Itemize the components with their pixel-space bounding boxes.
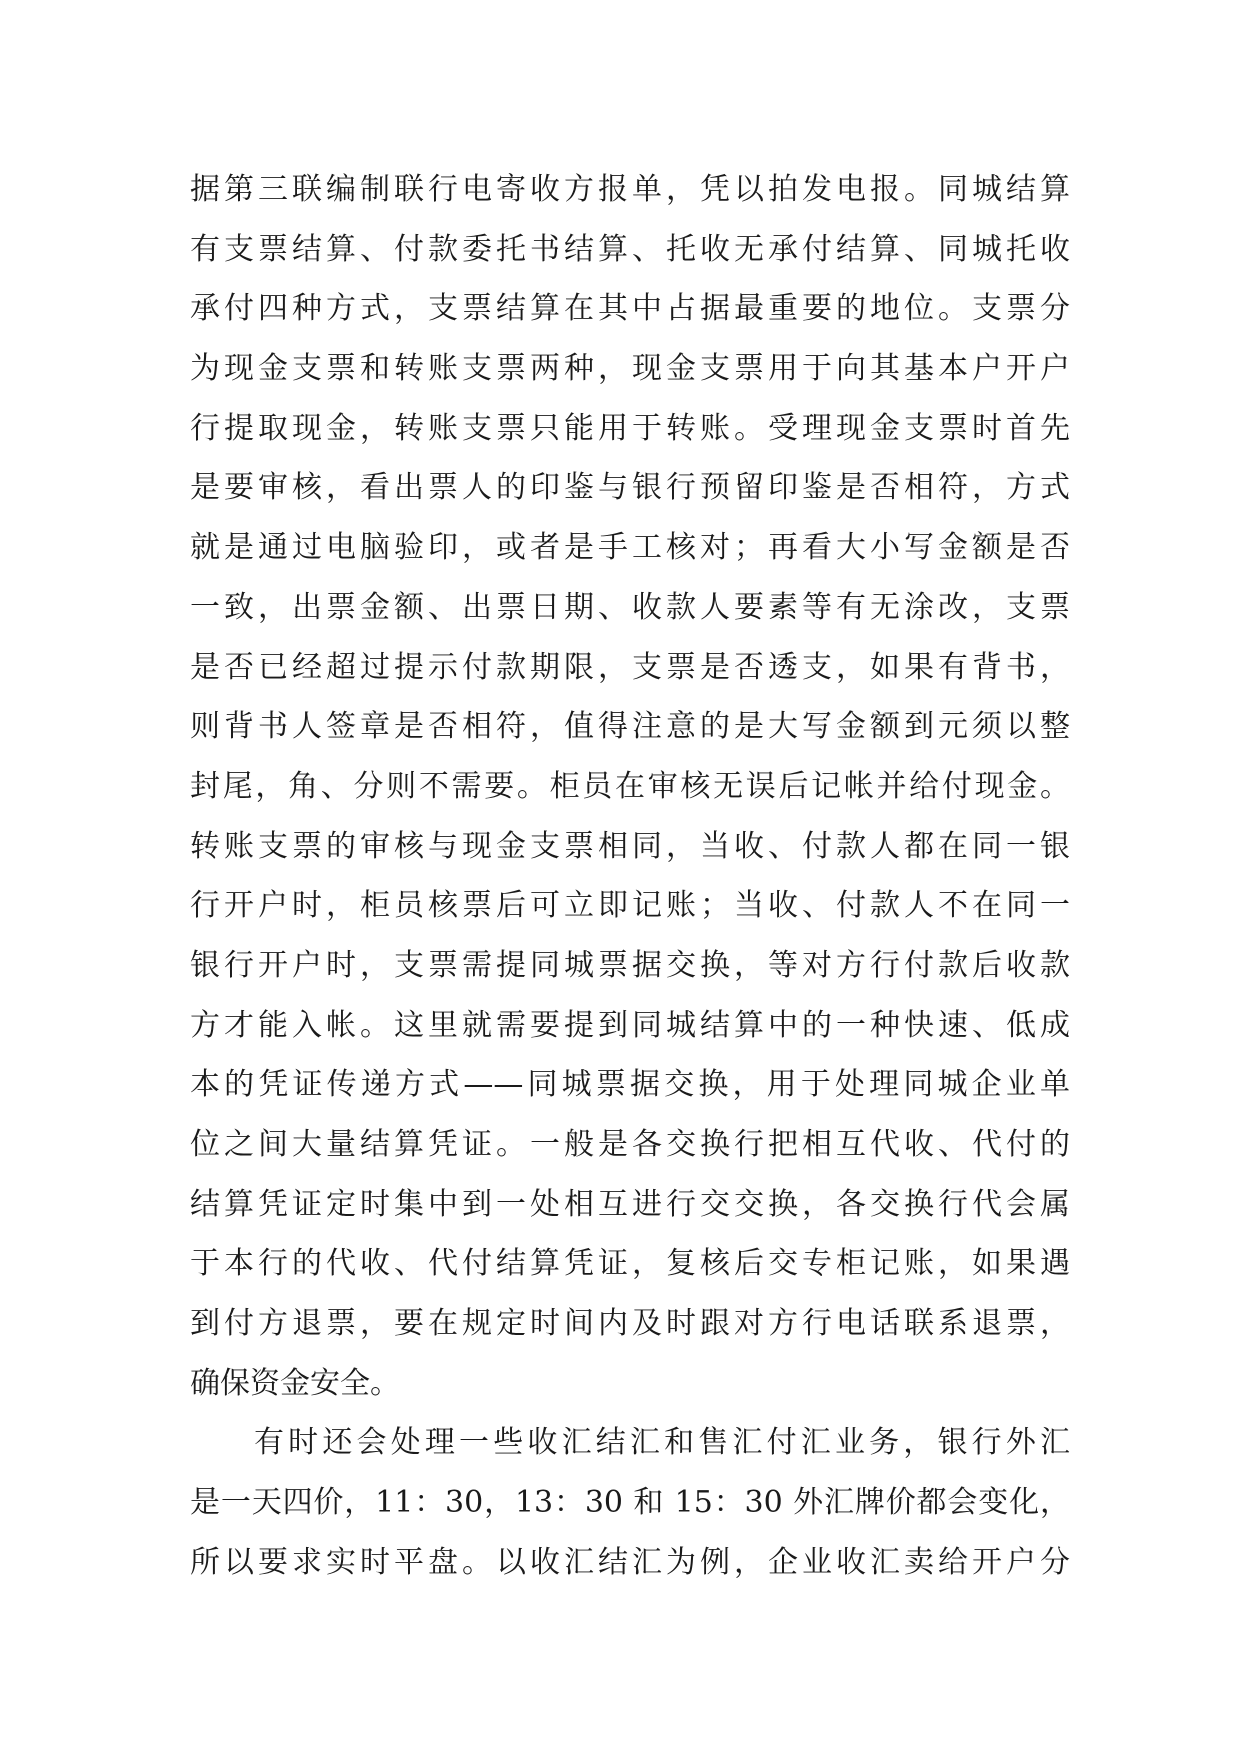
paragraph-1-line-18: 结算凭证定时集中到一处相互进行交交换，各交换行代会属 xyxy=(190,1186,1070,1222)
paragraph-1-line-20: 到付方退票，要在规定时间内及时跟对方行电话联系退票， xyxy=(190,1306,1070,1342)
paragraph-1-line-15: 方才能入帐。这里就需要提到同城结算中的一种快速、低成 xyxy=(190,1007,1070,1043)
paragraph-2-line-3: 所以要求实时平盘。以收汇结汇为例，企业收汇卖给开户分 xyxy=(190,1544,1070,1580)
paragraph-1-line-19: 于本行的代收、代付结算凭证，复核后交专柜记账，如果遇 xyxy=(190,1246,1070,1282)
paragraph-1-line-12: 转账支票的审核与现金支票相同，当收、付款人都在同一银 xyxy=(190,828,1070,864)
paragraph-1-line-6: 是要审核，看出票人的印鉴与银行预留印鉴是否相符，方式 xyxy=(190,470,1070,506)
paragraph-1-line-13: 行开户时，柜员核票后可立即记账；当收、付款人不在同一 xyxy=(190,888,1070,924)
paragraph-1-line-9: 是否已经超过提示付款期限，支票是否透支，如果有背书， xyxy=(190,649,1070,685)
paragraph-1-line-4: 为现金支票和转账支票两种，现金支票用于向其基本户开户 xyxy=(190,351,1070,387)
paragraph-1-line-2: 有支票结算、付款委托书结算、托收无承付结算、同城托收 xyxy=(190,231,1070,267)
paragraph-2-line-1: 有时还会处理一些收汇结汇和售汇付汇业务，银行外汇 xyxy=(254,1425,1070,1461)
paragraph-1-line-21: 确保资金安全。 xyxy=(190,1365,400,1401)
paragraph-1-line-5: 行提取现金，转账支票只能用于转账。受理现金支票时首先 xyxy=(190,410,1070,446)
paragraph-2-line-2: 是一天四价，11：30，13：30 和 15：30 外汇牌价都会变化， xyxy=(190,1485,1070,1521)
paragraph-1-line-7: 就是通过电脑验印，或者是手工核对；再看大小写金额是否 xyxy=(190,530,1070,566)
paragraph-1-line-11: 封尾，角、分则不需要。柜员在审核无误后记帐并给付现金。 xyxy=(190,768,1070,804)
paragraph-1-line-17: 位之间大量结算凭证。一般是各交换行把相互代收、代付的 xyxy=(190,1127,1070,1162)
paragraph-1-line-1: 据第三联编制联行电寄收方报单，凭以拍发电报。同城结算 xyxy=(190,172,1070,207)
paragraph-1-line-14: 银行开户时，支票需提同城票据交换，等对方行付款后收款 xyxy=(190,947,1070,983)
body-text xyxy=(190,160,1070,1593)
paragraph-1-line-10: 则背书人签章是否相符，值得注意的是大写金额到元须以整 xyxy=(190,709,1070,745)
paragraph-1-line-3: 承付四种方式，支票结算在其中占据最重要的地位。支票分 xyxy=(190,291,1070,327)
paragraph-1-line-16: 本的凭证传递方式——同城票据交换，用于处理同城企业单 xyxy=(190,1067,1070,1103)
paragraph-1-line-8: 一致，出票金额、出票日期、收款人要素等有无涂改，支票 xyxy=(190,589,1070,625)
